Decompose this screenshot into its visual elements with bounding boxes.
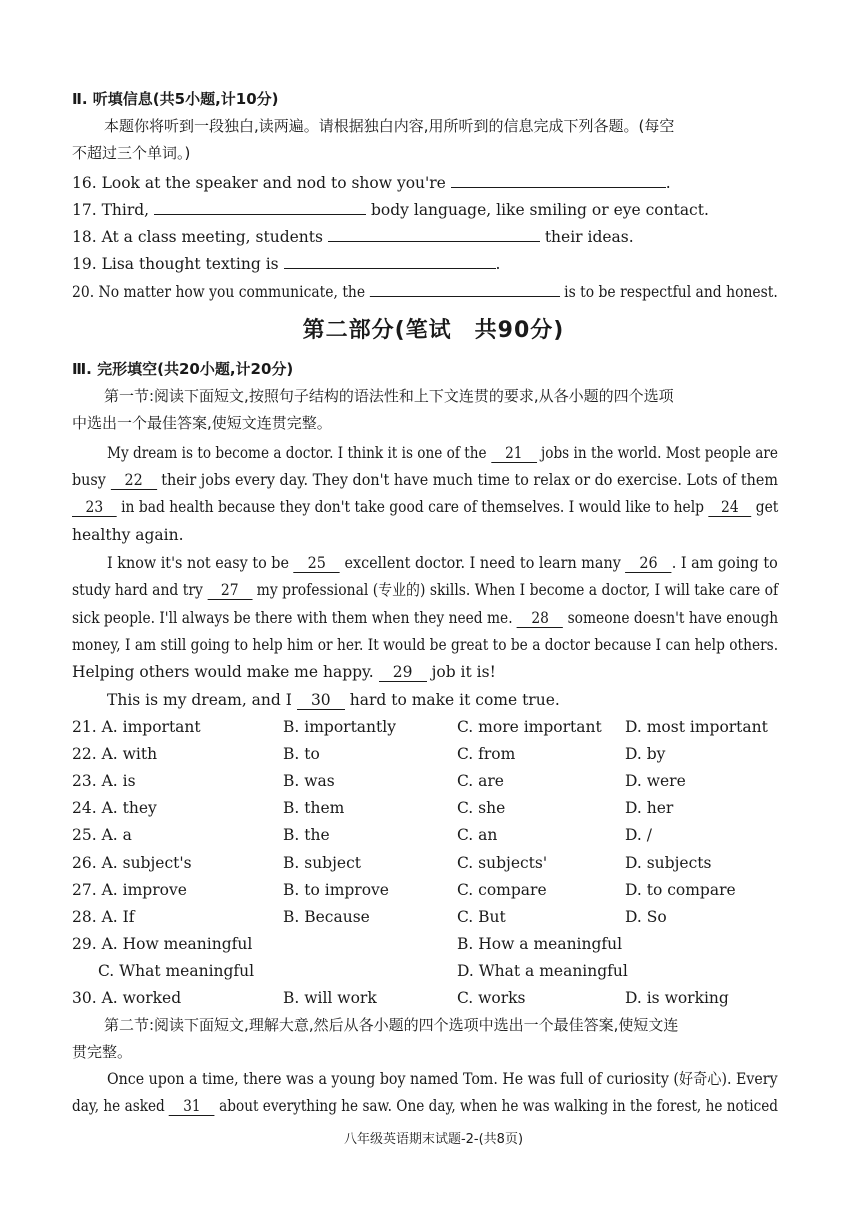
question-20: [72, 280, 778, 302]
passage-line: [107, 690, 560, 710]
section2-intro-line-1: 第二节:阅读下面短文,理解大意,然后从各小题的四个选项中选出一个最佳答案,使短文连: [104, 1016, 679, 1034]
section2-intro-line-2: 贯完整。: [72, 1043, 133, 1061]
blank-22[interactable]: 22: [110, 471, 156, 490]
question-16: [72, 171, 671, 193]
option-26-d[interactable]: D. subjects: [625, 854, 712, 872]
passage-line: [72, 608, 778, 628]
option-23-d[interactable]: D. were: [625, 772, 686, 790]
q19-text: 19. Lisa thought texting is: [72, 255, 279, 273]
passage-text: about everything he saw. One day, when he was walking in the forest, he noticed: [219, 1097, 779, 1115]
option-25-a[interactable]: 25. A. a: [72, 826, 132, 844]
listening-intro-line-1: 本题你将听到一段独白,读两遍。请根据独白内容,用所听到的信息完成下列各题。(每空: [104, 117, 675, 135]
option-21-b[interactable]: B. importantly: [283, 718, 396, 736]
passage-text: This is my dream, and I: [107, 691, 292, 709]
passage-text: in bad health because they don't take good care of themselves. I would like to help: [121, 498, 705, 516]
q16-blank[interactable]: [451, 171, 666, 188]
option-29-d[interactable]: D. What a meaningful: [457, 962, 628, 980]
option-28-b[interactable]: B. Because: [283, 908, 370, 926]
option-29-b[interactable]: B. How a meaningful: [457, 935, 623, 953]
question-19: [72, 252, 500, 274]
passage-line: [72, 580, 778, 600]
option-30-a[interactable]: 30. A. worked: [72, 989, 182, 1007]
q19-end: .: [495, 255, 501, 273]
option-29-c[interactable]: C. What meaningful: [98, 962, 255, 980]
passage-text: busy: [72, 471, 106, 489]
listening-heading: Ⅱ. 听填信息(共5小题,计10分): [72, 90, 279, 108]
option-23-c[interactable]: C. are: [457, 772, 504, 790]
q18-text: 18. At a class meeting, students: [72, 228, 323, 246]
q18-end: their ideas.: [544, 228, 634, 246]
option-25-c[interactable]: C. an: [457, 826, 498, 844]
cloze-heading: Ⅲ. 完形填空(共20小题,计20分): [72, 360, 294, 378]
q17-text: 17. Third,: [72, 201, 150, 219]
passage-line: healthy again.: [72, 526, 184, 544]
passage-text: I know it's not easy to be: [107, 554, 290, 572]
option-30-b[interactable]: B. will work: [283, 989, 377, 1007]
blank-26[interactable]: 26: [625, 554, 671, 573]
option-29-a[interactable]: 29. A. How meaningful: [72, 935, 253, 953]
option-23-b[interactable]: B. was: [283, 772, 335, 790]
part-two-title: 第二部分(笔试 共90分): [302, 318, 565, 343]
blank-24[interactable]: 24: [708, 498, 751, 517]
q20-text: 20. No matter how you communicate, the: [72, 283, 366, 301]
blank-29[interactable]: 29: [379, 663, 427, 682]
blank-21[interactable]: 21: [491, 444, 537, 463]
passage-text: job it is!: [431, 663, 496, 681]
q17-blank[interactable]: [154, 198, 366, 215]
option-26-c[interactable]: C. subjects': [457, 854, 548, 872]
passage2-line: [72, 1096, 778, 1116]
passage-line: [107, 553, 778, 573]
passage-text: my professional (专业的) skills. When I become a doctor, I will take care of: [256, 581, 779, 599]
option-24-b[interactable]: B. them: [283, 799, 345, 817]
option-24-a[interactable]: 24. A. they: [72, 799, 157, 817]
passage2-line: Once upon a time, there was a young boy named Tom. He was full of curiosity (好奇心). Every: [107, 1070, 778, 1088]
passage-text: someone doesn't have enough: [567, 609, 779, 627]
option-30-d[interactable]: D. is working: [625, 989, 729, 1007]
blank-28[interactable]: 28: [517, 609, 563, 628]
passage-text: jobs in the world. Most people are: [541, 444, 778, 462]
option-26-b[interactable]: B. subject: [283, 854, 361, 872]
passage-line: [107, 443, 778, 463]
q16-end: .: [665, 174, 671, 192]
option-28-a[interactable]: 28. A. If: [72, 908, 135, 926]
option-27-b[interactable]: B. to improve: [283, 881, 389, 899]
section1-intro-line-1: 第一节:阅读下面短文,按照句子结构的语法性和上下文连贯的要求,从各小题的四个选项: [104, 387, 674, 405]
option-27-c[interactable]: C. compare: [457, 881, 547, 899]
passage-line: [72, 497, 778, 517]
q20-end: is to be respectful and honest.: [564, 283, 778, 301]
option-21-a[interactable]: 21. A. important: [72, 718, 201, 736]
passage-line: [72, 470, 778, 490]
passage-line: money, I am still going to help him or her. It would be great to be a doctor because I can help others.: [72, 636, 779, 654]
option-27-a[interactable]: 27. A. improve: [72, 881, 187, 899]
option-21-d[interactable]: D. most important: [625, 718, 768, 736]
option-22-a[interactable]: 22. A. with: [72, 745, 158, 763]
option-25-b[interactable]: B. the: [283, 826, 330, 844]
blank-30[interactable]: 30: [297, 691, 345, 710]
option-22-b[interactable]: B. to: [283, 745, 320, 763]
option-28-c[interactable]: C. But: [457, 908, 506, 926]
q20-blank[interactable]: [370, 280, 560, 297]
passage-text: excellent doctor. I need to learn many: [344, 554, 621, 572]
passage-text: sick people. I'll always be there with them when they need me.: [72, 609, 513, 627]
q16-text: 16. Look at the speaker and nod to show you're: [72, 174, 446, 192]
passage-line: [72, 662, 496, 682]
option-30-c[interactable]: C. works: [457, 989, 526, 1007]
option-24-c[interactable]: C. she: [457, 799, 506, 817]
passage-text: their jobs every day. They don't have much time to relax or do exercise. Lots of them: [161, 471, 778, 489]
q18-blank[interactable]: [328, 225, 540, 242]
blank-23[interactable]: 23: [72, 498, 117, 517]
option-26-a[interactable]: 26. A. subject's: [72, 854, 192, 872]
option-21-c[interactable]: C. more important: [457, 718, 602, 736]
passage-text: get: [755, 498, 779, 516]
passage-text: hard to make it come true.: [349, 691, 560, 709]
question-17: [72, 198, 709, 220]
option-25-d[interactable]: D. /: [625, 826, 652, 844]
option-27-d[interactable]: D. to compare: [625, 881, 736, 899]
passage-text: . I am going to: [671, 554, 778, 572]
passage-text: Helping others would make me happy.: [72, 663, 374, 681]
passage-text: day, he asked: [72, 1097, 165, 1115]
passage-text: study hard and try: [72, 581, 203, 599]
question-18: [72, 225, 634, 247]
section1-intro-line-2: 中选出一个最佳答案,使短文连贯完整。: [72, 414, 332, 432]
option-22-c[interactable]: C. from: [457, 745, 516, 763]
q17-end: body language, like smiling or eye contact.: [371, 201, 709, 219]
option-23-a[interactable]: 23. A. is: [72, 772, 136, 790]
blank-31[interactable]: 31: [169, 1097, 215, 1116]
passage-text: My dream is to become a doctor. I think it is one of the: [107, 444, 487, 462]
page-footer: 八年级英语期末试题-2-(共8页): [343, 1132, 524, 1147]
blank-27[interactable]: 27: [207, 581, 252, 600]
option-24-d[interactable]: D. her: [625, 799, 674, 817]
blank-25[interactable]: 25: [294, 554, 340, 573]
listening-intro-line-2: 不超过三个单词。): [72, 144, 191, 162]
option-22-d[interactable]: D. by: [625, 745, 666, 763]
option-28-d[interactable]: D. So: [625, 908, 667, 926]
q19-blank[interactable]: [284, 252, 496, 269]
